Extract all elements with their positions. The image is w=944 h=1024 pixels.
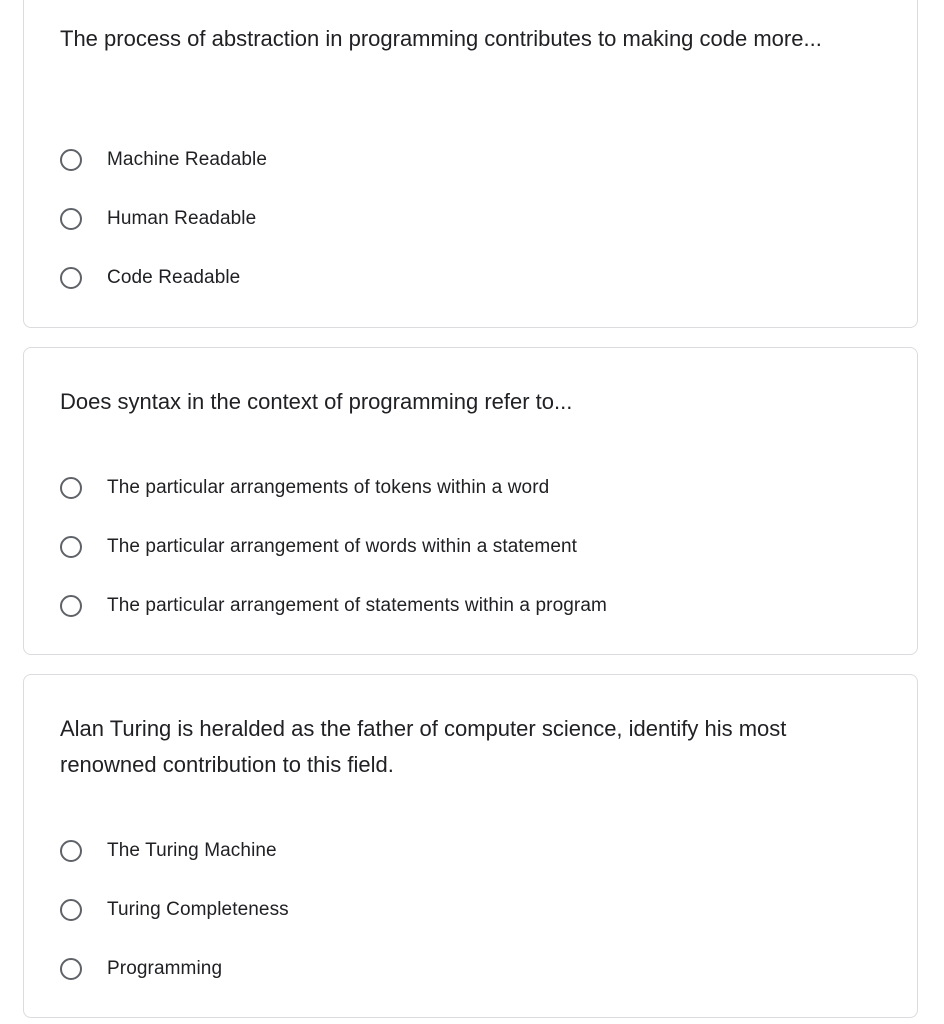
radio-unchecked-icon[interactable] bbox=[60, 536, 82, 558]
option-statements-within-program[interactable] bbox=[60, 576, 607, 635]
option-label: Machine Readable bbox=[107, 148, 268, 170]
option-label: The Turing Machine bbox=[107, 839, 277, 861]
option-words-within-statement[interactable] bbox=[60, 517, 607, 576]
options-list bbox=[60, 458, 607, 635]
radio-unchecked-icon[interactable] bbox=[60, 840, 82, 862]
option-programming[interactable] bbox=[60, 939, 289, 998]
option-label: Human Readable bbox=[107, 207, 257, 229]
question-title: Alan Turing is heralded as the father of computer science, identify his most renowned contribution to this field. bbox=[60, 716, 787, 777]
options-list bbox=[60, 821, 289, 998]
radio-unchecked-icon[interactable] bbox=[60, 595, 82, 617]
option-human-readable[interactable] bbox=[60, 189, 267, 248]
question-card-2 bbox=[23, 347, 918, 655]
question-card-3 bbox=[23, 674, 918, 1018]
question-card-1 bbox=[23, 0, 918, 328]
option-machine-readable[interactable] bbox=[60, 130, 267, 189]
option-label: Programming bbox=[107, 957, 223, 979]
option-turing-completeness[interactable] bbox=[60, 880, 289, 939]
radio-unchecked-icon[interactable] bbox=[60, 958, 82, 980]
radio-unchecked-icon[interactable] bbox=[60, 267, 82, 289]
radio-unchecked-icon[interactable] bbox=[60, 899, 82, 921]
option-label: The particular arrangement of statements within a program bbox=[107, 594, 607, 616]
option-tokens-within-word[interactable] bbox=[60, 458, 607, 517]
option-turing-machine[interactable] bbox=[60, 821, 289, 880]
option-label: Code Readable bbox=[107, 266, 241, 288]
radio-unchecked-icon[interactable] bbox=[60, 149, 82, 171]
options-list bbox=[60, 130, 267, 307]
radio-unchecked-icon[interactable] bbox=[60, 477, 82, 499]
option-label: Turing Completeness bbox=[107, 898, 289, 920]
option-label: The particular arrangements of tokens within a word bbox=[107, 476, 550, 498]
radio-unchecked-icon[interactable] bbox=[60, 208, 82, 230]
question-title: Does syntax in the context of programming refer to... bbox=[60, 389, 573, 414]
option-label: The particular arrangement of words within a statement bbox=[107, 535, 578, 557]
option-code-readable[interactable] bbox=[60, 248, 267, 307]
question-title: The process of abstraction in programming contributes to making code more... bbox=[60, 26, 822, 51]
